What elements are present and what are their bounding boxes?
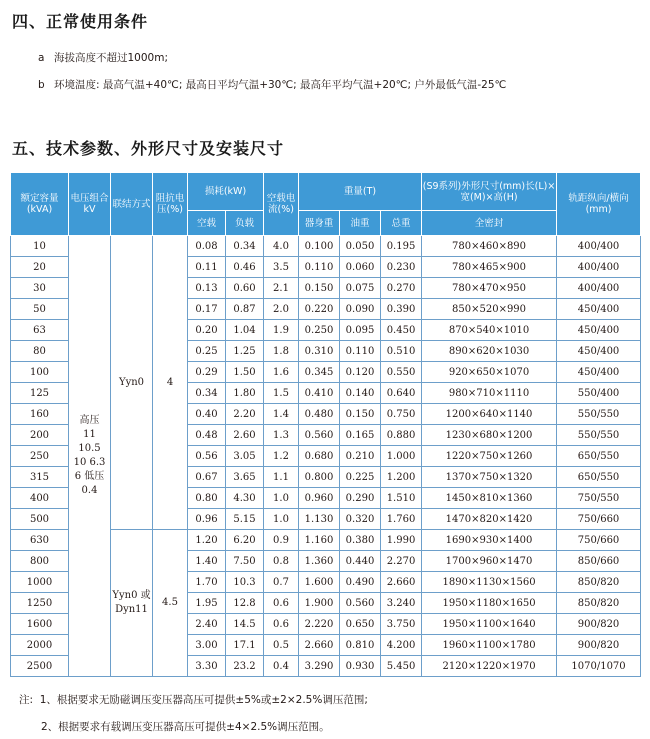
cell-current: 1.8	[264, 341, 299, 362]
cell-load: 5.15	[226, 509, 264, 530]
header-voltage: 电压组合kV	[69, 173, 111, 236]
cell-body: 0.150	[299, 278, 340, 299]
header-loss-noload: 空载	[188, 211, 226, 236]
cell-oil: 0.290	[340, 488, 381, 509]
cell-noload: 0.56	[188, 446, 226, 467]
cell-capacity: 80	[11, 341, 69, 362]
cell-body: 2.660	[299, 635, 340, 656]
cell-gauge: 750/550	[557, 488, 641, 509]
cell-total: 3.240	[381, 593, 422, 614]
cell-load: 7.50	[226, 551, 264, 572]
cell-dims: 1890×1130×1560	[422, 572, 557, 593]
cell-capacity: 30	[11, 278, 69, 299]
cell-capacity: 200	[11, 425, 69, 446]
cell-total: 0.750	[381, 404, 422, 425]
cell-current: 1.9	[264, 320, 299, 341]
cell-oil: 0.560	[340, 593, 381, 614]
cell-total: 0.550	[381, 362, 422, 383]
cell-capacity: 1000	[11, 572, 69, 593]
cell-capacity: 630	[11, 530, 69, 551]
cell-noload: 1.40	[188, 551, 226, 572]
cell-noload: 0.40	[188, 404, 226, 425]
header-loss-load: 负载	[226, 211, 264, 236]
section-title-conditions: 四、正常使用条件	[12, 12, 149, 31]
cell-voltage-combination: 高压 11 10.5 10 6.3 6 低压 0.4	[69, 236, 111, 677]
cell-gauge: 400/400	[557, 236, 641, 257]
cell-capacity: 100	[11, 362, 69, 383]
cell-connection: Yyn0 或 Dyn11	[111, 530, 153, 677]
cell-load: 0.46	[226, 257, 264, 278]
cell-body: 1.600	[299, 572, 340, 593]
cell-current: 0.8	[264, 551, 299, 572]
cell-gauge: 550/550	[557, 404, 641, 425]
cell-oil: 0.380	[340, 530, 381, 551]
header-weight-total: 总重	[381, 211, 422, 236]
cell-body: 0.480	[299, 404, 340, 425]
cell-oil: 0.225	[340, 467, 381, 488]
cell-capacity: 160	[11, 404, 69, 425]
cell-current: 1.3	[264, 425, 299, 446]
cell-noload: 0.17	[188, 299, 226, 320]
cell-gauge: 400/400	[557, 257, 641, 278]
cell-body: 0.100	[299, 236, 340, 257]
cell-noload: 0.08	[188, 236, 226, 257]
cell-current: 1.5	[264, 383, 299, 404]
cell-load: 0.87	[226, 299, 264, 320]
cell-noload: 1.95	[188, 593, 226, 614]
cell-gauge: 1070/1070	[557, 656, 641, 677]
cell-body: 1.160	[299, 530, 340, 551]
cell-current: 3.5	[264, 257, 299, 278]
cell-current: 1.4	[264, 404, 299, 425]
cell-body: 1.900	[299, 593, 340, 614]
note-item: 2、根据要求有载调压变压器高压可提供±4×2.5%调压范围。	[41, 721, 330, 733]
cell-load: 1.25	[226, 341, 264, 362]
cell-impedance: 4.5	[153, 530, 188, 677]
cell-load: 4.30	[226, 488, 264, 509]
cell-capacity: 2500	[11, 656, 69, 677]
cell-gauge: 850/660	[557, 551, 641, 572]
cell-oil: 0.050	[340, 236, 381, 257]
condition-marker: a	[38, 52, 45, 64]
cell-oil: 0.095	[340, 320, 381, 341]
cell-oil: 0.120	[340, 362, 381, 383]
cell-body: 0.220	[299, 299, 340, 320]
cell-oil: 0.440	[340, 551, 381, 572]
cell-noload: 3.00	[188, 635, 226, 656]
cell-gauge: 750/660	[557, 509, 641, 530]
cell-capacity: 50	[11, 299, 69, 320]
cell-capacity: 20	[11, 257, 69, 278]
header-impedance: 阻抗电压(%)	[153, 173, 188, 236]
cell-gauge: 450/400	[557, 320, 641, 341]
cell-body: 0.110	[299, 257, 340, 278]
cell-noload: 3.30	[188, 656, 226, 677]
cell-dims: 780×460×890	[422, 236, 557, 257]
cell-noload: 0.11	[188, 257, 226, 278]
cell-capacity: 500	[11, 509, 69, 530]
cell-oil: 0.490	[340, 572, 381, 593]
cell-current: 0.6	[264, 614, 299, 635]
cell-oil: 0.320	[340, 509, 381, 530]
cell-body: 0.345	[299, 362, 340, 383]
cell-dims: 1950×1180×1650	[422, 593, 557, 614]
header-gauge: 轨距纵向/横向(mm)	[557, 173, 641, 236]
cell-dims: 850×520×990	[422, 299, 557, 320]
cell-load: 0.34	[226, 236, 264, 257]
cell-capacity: 1600	[11, 614, 69, 635]
cell-noload: 0.25	[188, 341, 226, 362]
cell-load: 12.8	[226, 593, 264, 614]
cell-body: 0.960	[299, 488, 340, 509]
cell-gauge: 450/400	[557, 341, 641, 362]
cell-current: 0.9	[264, 530, 299, 551]
cell-current: 1.2	[264, 446, 299, 467]
cell-total: 0.880	[381, 425, 422, 446]
cell-dims: 1470×820×1420	[422, 509, 557, 530]
condition-item	[38, 77, 506, 92]
cell-total: 0.640	[381, 383, 422, 404]
cell-body: 3.290	[299, 656, 340, 677]
note-prefix: 注:	[19, 694, 34, 706]
cell-dims: 780×470×950	[422, 278, 557, 299]
condition-item	[38, 50, 168, 65]
cell-current: 4.0	[264, 236, 299, 257]
cell-load: 2.60	[226, 425, 264, 446]
spec-table-body	[11, 236, 641, 677]
cell-body: 1.130	[299, 509, 340, 530]
header-noload-current: 空载电流(%)	[264, 173, 299, 236]
cell-capacity: 63	[11, 320, 69, 341]
header-capacity: 额定容量(kVA)	[11, 173, 69, 236]
cell-load: 6.20	[226, 530, 264, 551]
cell-noload: 1.20	[188, 530, 226, 551]
spec-table	[10, 172, 641, 677]
cell-noload: 0.34	[188, 383, 226, 404]
cell-oil: 0.110	[340, 341, 381, 362]
cell-load: 1.50	[226, 362, 264, 383]
cell-total: 0.450	[381, 320, 422, 341]
header-loss: 损耗(kW)	[188, 173, 264, 211]
cell-connection: Yyn0	[111, 236, 153, 530]
cell-gauge: 650/550	[557, 446, 641, 467]
cell-dims: 1230×680×1200	[422, 425, 557, 446]
cell-oil: 0.090	[340, 299, 381, 320]
cell-gauge: 650/550	[557, 467, 641, 488]
cell-current: 0.4	[264, 656, 299, 677]
cell-noload: 0.29	[188, 362, 226, 383]
cell-dims: 1690×930×1400	[422, 530, 557, 551]
header-connection: 联结方式	[111, 173, 153, 236]
cell-oil: 0.060	[340, 257, 381, 278]
note-line	[41, 719, 330, 734]
cell-current: 0.7	[264, 572, 299, 593]
cell-oil: 0.150	[340, 404, 381, 425]
cell-body: 0.800	[299, 467, 340, 488]
cell-dims: 870×540×1010	[422, 320, 557, 341]
cell-noload: 0.96	[188, 509, 226, 530]
cell-oil: 0.810	[340, 635, 381, 656]
cell-dims: 1700×960×1470	[422, 551, 557, 572]
note-line	[19, 692, 368, 707]
cell-current: 1.6	[264, 362, 299, 383]
header-weight-oil: 油重	[340, 211, 381, 236]
table-row	[11, 236, 641, 257]
cell-total: 1.760	[381, 509, 422, 530]
cell-total: 0.195	[381, 236, 422, 257]
cell-total: 0.510	[381, 341, 422, 362]
cell-body: 0.410	[299, 383, 340, 404]
cell-noload: 0.13	[188, 278, 226, 299]
cell-body: 0.680	[299, 446, 340, 467]
cell-current: 1.0	[264, 488, 299, 509]
cell-total: 1.200	[381, 467, 422, 488]
cell-capacity: 125	[11, 383, 69, 404]
cell-body: 1.360	[299, 551, 340, 572]
cell-dims: 1200×640×1140	[422, 404, 557, 425]
cell-noload: 0.48	[188, 425, 226, 446]
cell-total: 2.270	[381, 551, 422, 572]
cell-noload: 2.40	[188, 614, 226, 635]
cell-oil: 0.140	[340, 383, 381, 404]
cell-load: 3.65	[226, 467, 264, 488]
cell-oil: 0.165	[340, 425, 381, 446]
cell-impedance: 4	[153, 236, 188, 530]
cell-dims: 1220×750×1260	[422, 446, 557, 467]
cell-gauge: 750/660	[557, 530, 641, 551]
cell-noload: 0.80	[188, 488, 226, 509]
header-weight: 重量(T)	[299, 173, 422, 211]
section-title-parameters: 五、技术参数、外形尺寸及安装尺寸	[12, 139, 285, 158]
cell-load: 1.80	[226, 383, 264, 404]
cell-load: 2.20	[226, 404, 264, 425]
cell-capacity: 400	[11, 488, 69, 509]
cell-current: 2.1	[264, 278, 299, 299]
cell-body: 2.220	[299, 614, 340, 635]
cell-capacity: 800	[11, 551, 69, 572]
cell-noload: 1.70	[188, 572, 226, 593]
cell-dims: 1370×750×1320	[422, 467, 557, 488]
header-dimensions-sealed: 全密封	[422, 211, 557, 236]
condition-text: 环境温度: 最高气温+40℃; 最高日平均气温+30℃; 最高年平均气温+20℃; 户外最低气温-25℃	[54, 79, 507, 91]
cell-gauge: 850/820	[557, 572, 641, 593]
cell-dims: 1960×1100×1780	[422, 635, 557, 656]
cell-total: 0.270	[381, 278, 422, 299]
cell-gauge: 450/400	[557, 362, 641, 383]
condition-marker: b	[38, 79, 45, 91]
cell-oil: 0.210	[340, 446, 381, 467]
cell-dims: 1450×810×1360	[422, 488, 557, 509]
cell-load: 23.2	[226, 656, 264, 677]
cell-gauge: 400/400	[557, 278, 641, 299]
cell-dims: 780×465×900	[422, 257, 557, 278]
cell-oil: 0.075	[340, 278, 381, 299]
cell-capacity: 250	[11, 446, 69, 467]
cell-dims: 1950×1100×1640	[422, 614, 557, 635]
cell-oil: 0.930	[340, 656, 381, 677]
cell-current: 0.6	[264, 593, 299, 614]
cell-gauge: 900/820	[557, 614, 641, 635]
cell-noload: 0.67	[188, 467, 226, 488]
cell-load: 17.1	[226, 635, 264, 656]
cell-gauge: 450/400	[557, 299, 641, 320]
cell-body: 0.560	[299, 425, 340, 446]
cell-body: 0.250	[299, 320, 340, 341]
cell-noload: 0.20	[188, 320, 226, 341]
cell-dims: 980×710×1110	[422, 383, 557, 404]
cell-capacity: 10	[11, 236, 69, 257]
cell-dims: 2120×1220×1970	[422, 656, 557, 677]
header-weight-body: 器身重	[299, 211, 340, 236]
cell-total: 0.230	[381, 257, 422, 278]
cell-total: 3.750	[381, 614, 422, 635]
cell-current: 2.0	[264, 299, 299, 320]
cell-gauge: 900/820	[557, 635, 641, 656]
cell-load: 0.60	[226, 278, 264, 299]
condition-text: 海拔高度不超过1000m;	[54, 52, 168, 64]
cell-total: 0.390	[381, 299, 422, 320]
cell-total: 5.450	[381, 656, 422, 677]
cell-total: 1.510	[381, 488, 422, 509]
cell-gauge: 850/820	[557, 593, 641, 614]
cell-total: 1.000	[381, 446, 422, 467]
cell-total: 1.990	[381, 530, 422, 551]
cell-dims: 890×620×1030	[422, 341, 557, 362]
cell-capacity: 2000	[11, 635, 69, 656]
cell-load: 14.5	[226, 614, 264, 635]
cell-load: 3.05	[226, 446, 264, 467]
cell-load: 1.04	[226, 320, 264, 341]
cell-capacity: 315	[11, 467, 69, 488]
cell-current: 1.0	[264, 509, 299, 530]
header-dimensions: (S9系列)外形尺寸(mm)长(L)×宽(M)×高(H)	[422, 173, 557, 211]
cell-total: 2.660	[381, 572, 422, 593]
note-item: 1、根据要求无励磁调压变压器高压可提供±5%或±2×2.5%调压范围;	[39, 694, 368, 706]
cell-capacity: 1250	[11, 593, 69, 614]
cell-body: 0.310	[299, 341, 340, 362]
cell-gauge: 550/550	[557, 425, 641, 446]
cell-dims: 920×650×1070	[422, 362, 557, 383]
cell-load: 10.3	[226, 572, 264, 593]
cell-total: 4.200	[381, 635, 422, 656]
cell-current: 0.5	[264, 635, 299, 656]
cell-current: 1.1	[264, 467, 299, 488]
cell-gauge: 550/400	[557, 383, 641, 404]
cell-oil: 0.650	[340, 614, 381, 635]
